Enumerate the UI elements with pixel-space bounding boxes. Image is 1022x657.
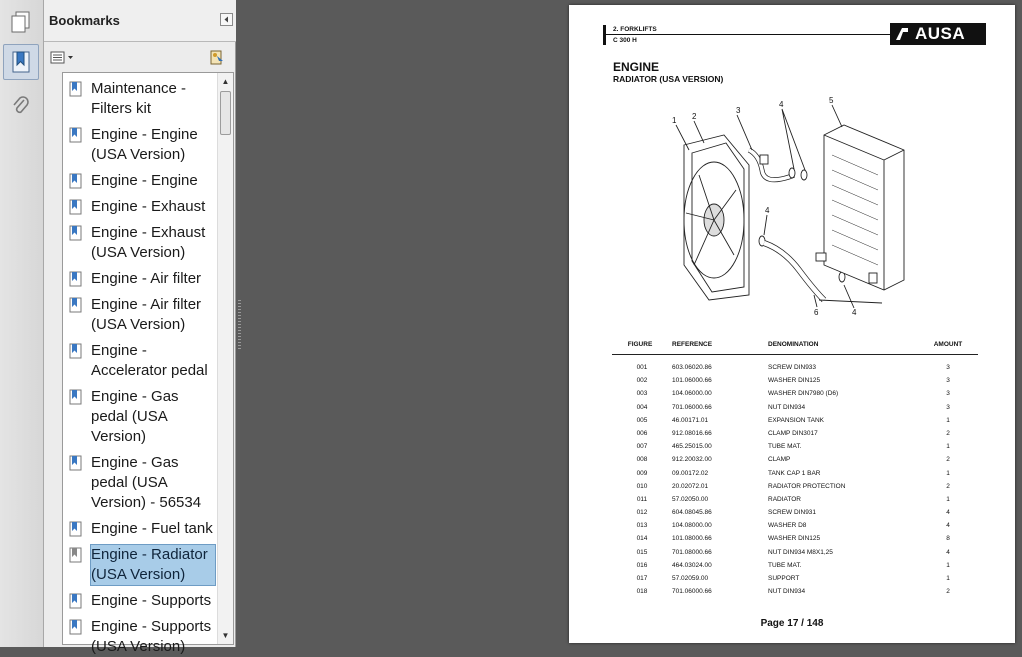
figure-cell: 018 [636,588,648,596]
reference-cell: 912.08016.66 [672,429,712,437]
amount-cell: 2 [946,482,950,490]
pages-icon[interactable] [3,4,39,40]
bookmark-label: Engine - Gas pedal (USA Version) [91,388,179,445]
bookmark-flag-icon [69,199,83,215]
page-title: ENGINE [613,60,660,74]
table-row [612,467,978,480]
scroll-thumb[interactable] [220,91,231,135]
scroll-down-icon[interactable]: ▼ [221,631,230,640]
bookmark-label: Engine - Exhaust [91,198,206,215]
amount-cell: 4 [946,522,950,530]
table-header [612,339,978,355]
callout-label: 4 [765,206,770,215]
brand-logo [890,23,986,45]
figure-cell: 008 [636,456,648,464]
bookmark-item[interactable] [69,453,215,513]
panel-title: Bookmarks [49,13,120,28]
reference-cell: 912.20032.00 [672,456,712,464]
denomination-cell: EXPANSION TANK [768,416,824,424]
page-subtitle: RADIATOR (USA VERSION) [613,74,724,84]
callout-label: 2 [692,112,697,121]
amount-cell: 1 [946,443,950,451]
table-row [612,572,978,585]
reference-cell: 104.08000.00 [672,522,712,530]
bookmark-item[interactable] [69,295,215,335]
amount-cell: 3 [946,377,950,385]
reference-cell: 701.06000.66 [672,403,712,411]
table-row [612,559,978,572]
denomination-cell: TUBE MAT. [768,561,802,569]
denomination-cell: WASHER DIN125 [768,377,821,385]
callout-label: 1 [672,116,677,125]
amount-cell: 2 [946,456,950,464]
amount-cell: 1 [946,561,950,569]
navigation-strip [0,0,44,647]
denomination-cell: NUT DIN934 M8X1,25 [768,548,833,556]
bookmark-flag-icon [69,389,83,405]
bookmark-item[interactable] [69,125,215,165]
figure-cell: 011 [636,495,648,503]
header-rule [606,34,891,35]
reference-cell: 464.03024.00 [672,561,712,569]
denomination-cell: WASHER DIN7980 (D6) [768,390,839,398]
amount-cell: 4 [946,548,950,556]
model-label: C 300 H [613,37,637,44]
bookmark-flag-icon [69,521,83,537]
bookmark-label: Engine - Exhaust (USA Version) [91,224,206,261]
amount-cell: 2 [946,588,950,596]
bookmark-label: Engine - Engine [91,172,198,189]
denomination-cell: NUT DIN934 [768,588,806,596]
denomination-cell: SCREW DIN931 [768,509,817,517]
reference-cell: 20.02072.01 [672,482,709,490]
bookmarks-panel [44,0,236,655]
table-row [612,453,978,466]
table-row [612,414,978,427]
figure-cell: 001 [636,364,648,371]
callout-label: 5 [829,96,834,105]
amount-cell: 1 [946,469,950,477]
table-row [612,480,978,493]
col-amount: AMOUNT [933,341,963,348]
amount-cell: 1 [946,416,950,424]
figure-cell: 009 [636,469,648,477]
figure-cell: 015 [636,548,648,556]
figure-cell: 007 [636,443,648,451]
find-bookmark-button[interactable] [208,49,226,67]
figure-cell: 002 [636,377,648,385]
table-row [612,506,978,519]
denomination-cell: SCREW DIN933 [768,364,817,371]
amount-cell: 3 [946,390,950,398]
figure-cell: 017 [636,575,648,582]
bookmark-flag-icon [69,225,83,241]
options-icon [50,51,76,65]
amount-cell: 3 [946,364,950,371]
reference-cell: 57.02059.00 [672,575,709,582]
bookmark-item[interactable] [69,197,215,217]
denomination-cell: RADIATOR [768,495,801,503]
callout-label: 4 [779,100,784,109]
table-row [612,546,978,559]
bookmark-label: Engine - Supports (USA Version) [91,618,212,655]
bookmark-label: Engine - Accelerator pedal [91,342,208,379]
callout-label: 6 [814,308,819,317]
find-bookmark-icon [208,49,226,67]
figure-cell: 014 [636,535,648,543]
attachment-icon[interactable] [3,88,39,124]
figure-cell: 010 [636,482,648,490]
callout-label: 3 [736,106,741,115]
bookmark-label: Engine - Fuel tank [91,520,213,537]
denomination-cell: TANK CAP 1 BAR [768,469,821,477]
figure-cell: 005 [636,416,648,424]
denomination-cell: SUPPORT [768,575,800,582]
denomination-cell: WASHER DIN125 [768,535,821,543]
reference-cell: 57.02050.00 [672,495,709,503]
denomination-cell: CLAMP DIN3017 [768,429,818,437]
bookmark-list [62,72,234,655]
bookmark-flag-icon [69,173,83,189]
bookmark-flag-icon [69,127,83,143]
amount-cell: 3 [946,403,950,411]
page-number: Page 17 / 148 [760,618,824,629]
bookmark-item[interactable] [69,223,215,263]
brand-name: AUSA [915,24,966,43]
table-row [612,519,978,532]
reference-cell: 09.00172.02 [672,469,709,477]
table-row [612,401,978,414]
reference-cell: 101.06000.66 [672,377,712,385]
header-bar [603,25,606,45]
denomination-cell: CLAMP [768,456,791,464]
bookmark-item[interactable] [69,591,215,611]
reference-cell: 104.06000.00 [672,390,712,398]
table-row [612,493,978,506]
bookmark-flag-icon [69,271,83,287]
bookmark-items [63,73,217,655]
parts-table [612,339,978,598]
table-row [612,361,978,374]
bookmark-flag-icon [69,619,83,635]
col-reference: REFERENCE [672,341,713,348]
bookmark-item[interactable] [69,545,215,585]
bookmark-item[interactable] [69,79,215,119]
amount-cell: 1 [946,495,950,503]
denomination-cell: TUBE MAT. [768,443,802,451]
section-label: 2. FORKLIFTS [613,26,657,33]
collapse-panel-button[interactable] [220,13,233,26]
amount-cell: 2 [946,429,950,437]
reference-cell: 603.06020.86 [672,364,712,371]
bookmark-flag-icon [69,593,83,609]
bookmark-flag-icon [69,343,83,359]
reference-cell: 101.08000.66 [672,535,712,543]
table-body [612,355,978,598]
options-menu-button[interactable] [50,50,76,66]
bookmark-label: Engine - Air filter (USA Version) [91,296,202,333]
figure-cell: 012 [636,509,648,517]
splitter-grip[interactable] [238,300,241,350]
bookmark-label: Engine - Gas pedal (USA Version) - 56534 [91,454,202,511]
bookmark-label: Engine - Supports [91,592,212,609]
reference-cell: 604.08045.86 [672,509,712,517]
bookmark-item[interactable] [69,269,215,289]
col-denomination: DENOMINATION [768,341,819,348]
bookmark-flag-icon [69,81,83,97]
bookmark-label: Engine - Radiator (USA Version) [91,545,215,585]
table-row [612,427,978,440]
bookmark-item[interactable] [69,341,215,381]
bookmark-flag-icon [69,547,83,563]
reference-cell: 465.25015.00 [672,443,712,451]
bookmark-item[interactable] [69,387,215,447]
figure-cell: 004 [636,403,648,411]
amount-cell: 8 [946,535,950,543]
denomination-cell: WASHER D8 [768,522,807,530]
ausa-logo-icon [894,26,910,42]
reference-cell: 46.00171.01 [672,416,709,424]
bookmark-item[interactable] [69,171,215,191]
callout-label: 4 [852,308,857,317]
denomination-cell: RADIATOR PROTECTION [768,482,846,490]
reference-cell: 701.08000.66 [672,548,712,556]
bookmark-icon[interactable] [3,44,39,80]
table-row [612,532,978,545]
figure-cell: 013 [636,522,648,530]
bookmark-item[interactable] [69,617,215,657]
table-row [612,440,978,453]
bookmark-label: Engine - Engine (USA Version) [91,126,198,163]
amount-cell: 4 [946,509,950,517]
chevron-left-icon [223,16,230,23]
bookmark-scrollbar[interactable] [217,73,233,644]
denomination-cell: NUT DIN934 [768,403,806,411]
table-row [612,585,978,598]
figure-cell: 006 [636,429,648,437]
table-row [612,387,978,400]
bookmark-label: Maintenance - Filters kit [91,80,187,117]
bookmark-label: Engine - Air filter [91,270,202,287]
table-row [612,374,978,387]
radiator-diagram [664,95,934,325]
figure-cell: 003 [636,390,648,398]
col-figure: FIGURE [627,341,653,348]
scroll-up-icon[interactable]: ▲ [221,77,230,86]
bookmark-item[interactable] [69,519,215,539]
panel-toolbar [44,43,236,72]
figure-cell: 016 [636,561,648,569]
bookmark-flag-icon [69,455,83,471]
bookmark-flag-icon [69,297,83,313]
panel-header [44,0,236,42]
reference-cell: 701.06000.66 [672,588,712,596]
amount-cell: 1 [946,575,950,582]
document-page [569,5,1015,643]
